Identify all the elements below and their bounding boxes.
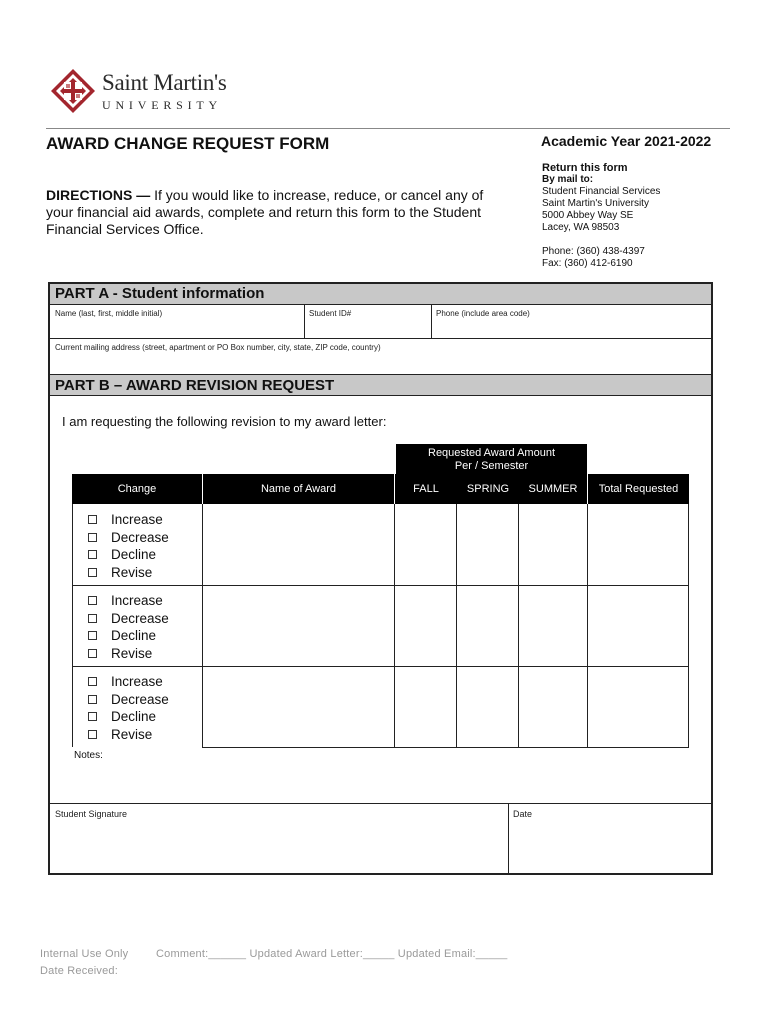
internal-use (40, 946, 508, 980)
option-label: Decline (111, 547, 157, 562)
option-label: Decline (111, 709, 157, 724)
option-decrease[interactable] (88, 691, 169, 709)
option-label: Decrease (111, 691, 169, 707)
option-label: Decrease (111, 610, 169, 626)
return-address-line: Lacey, WA 98503 (542, 222, 620, 233)
requested-amount-line2: Per / Semester (454, 460, 529, 472)
checkbox[interactable] (88, 550, 97, 559)
checkbox[interactable] (88, 677, 97, 686)
student-signature-label: Student Signature (55, 809, 128, 819)
return-phone: Phone: (360) 438-4397 (542, 246, 645, 257)
checkbox[interactable] (88, 631, 97, 640)
col-total: Total Requested (588, 474, 689, 504)
option-label: Increase (111, 512, 163, 527)
date-received-label: Date Received: (40, 965, 119, 977)
table-border (518, 504, 519, 747)
option-label: Revise (111, 564, 153, 580)
checkbox[interactable] (88, 649, 97, 658)
change-options-row-1 (88, 511, 169, 581)
directions-text: If you would like to increase, reduce, or cancel any of your financial aid awards, complete and return this form to the Student Financial Services Office. (46, 187, 484, 237)
table-row-divider (72, 666, 689, 667)
col-change: Change (72, 474, 202, 504)
return-address-line: Saint Martin's University (542, 198, 649, 209)
directions-lead: DIRECTIONS — (46, 187, 151, 203)
form-title: AWARD CHANGE REQUEST FORM (46, 134, 330, 153)
part-b-header: PART B – AWARD REVISION REQUEST (50, 374, 711, 396)
option-increase[interactable] (88, 511, 169, 529)
requested-amount-header (396, 444, 587, 474)
table-border (688, 504, 689, 747)
table-border (587, 504, 588, 747)
form-box (48, 282, 713, 875)
checkbox[interactable] (88, 614, 97, 623)
checkbox[interactable] (88, 596, 97, 605)
option-label: Revise (111, 726, 153, 742)
col-award-name: Name of Award (203, 474, 394, 504)
option-label: Decline (111, 628, 157, 643)
directions (46, 187, 496, 238)
return-fax: Fax: (360) 412-6190 (542, 258, 633, 269)
logo-name: Saint Martin's (102, 70, 227, 95)
col-fall: FALL (395, 474, 457, 504)
shield-emblem-icon (50, 68, 96, 114)
table-border (202, 504, 203, 747)
part-a-header: PART A - Student information (50, 284, 711, 305)
row-divider (50, 338, 711, 339)
checkbox[interactable] (88, 568, 97, 577)
option-label: Decrease (111, 529, 169, 545)
option-revise[interactable] (88, 564, 169, 582)
table-row-divider (72, 585, 689, 586)
option-label: Increase (111, 593, 163, 608)
signature-date-divider (508, 803, 509, 875)
logo-subtitle: UNIVERSITY (102, 98, 222, 112)
option-decrease[interactable] (88, 610, 169, 628)
option-label: Increase (111, 674, 163, 689)
checkbox[interactable] (88, 515, 97, 524)
option-decrease[interactable] (88, 529, 169, 547)
col-summer: SUMMER (519, 474, 587, 504)
checkbox[interactable] (88, 695, 97, 704)
phone-label: Phone (include area code) (436, 309, 530, 318)
university-logo (50, 66, 250, 122)
checkbox[interactable] (88, 712, 97, 721)
option-increase[interactable] (88, 673, 169, 691)
table-row-divider (202, 747, 689, 748)
internal-use-label: Internal Use Only (40, 948, 129, 960)
checkbox[interactable] (88, 533, 97, 542)
return-info (542, 162, 660, 270)
col-spring: SPRING (457, 474, 519, 504)
student-id-label: Student ID# (309, 309, 352, 318)
revision-intro: I am requesting the following revision to my award letter: (62, 414, 387, 429)
header-divider (46, 128, 730, 129)
internal-comment: Comment:______ Updated Award Letter:_____ Updated Email:_____ (156, 948, 508, 960)
table-border (456, 504, 457, 747)
signature-divider (50, 803, 711, 804)
cell-divider (431, 305, 432, 338)
name-label: Name (last, first, middle initial) (55, 309, 163, 318)
return-by-mail: By mail to: (542, 174, 594, 185)
date-label: Date (513, 809, 533, 819)
table-border (394, 504, 395, 747)
option-label: Revise (111, 645, 153, 661)
academic-year: Academic Year 2021-2022 (541, 133, 712, 149)
option-revise[interactable] (88, 645, 169, 663)
option-revise[interactable] (88, 726, 169, 744)
option-decline[interactable] (88, 708, 169, 726)
notes-label: Notes: (74, 750, 103, 761)
return-address-line: Student Financial Services (542, 186, 661, 197)
cell-divider (304, 305, 305, 338)
option-increase[interactable] (88, 592, 169, 610)
return-address-line: 5000 Abbey Way SE (542, 210, 634, 221)
requested-amount-line1: Requested Award Amount (428, 447, 555, 459)
return-heading: Return this form (542, 162, 628, 174)
option-decline[interactable] (88, 546, 169, 564)
change-options-row-2 (88, 592, 169, 662)
checkbox[interactable] (88, 730, 97, 739)
change-options-row-3 (88, 673, 169, 743)
address-label: Current mailing address (street, apartment or PO Box number, city, state, ZIP code, country) (55, 343, 381, 352)
option-decline[interactable] (88, 627, 169, 645)
table-border (72, 504, 73, 747)
